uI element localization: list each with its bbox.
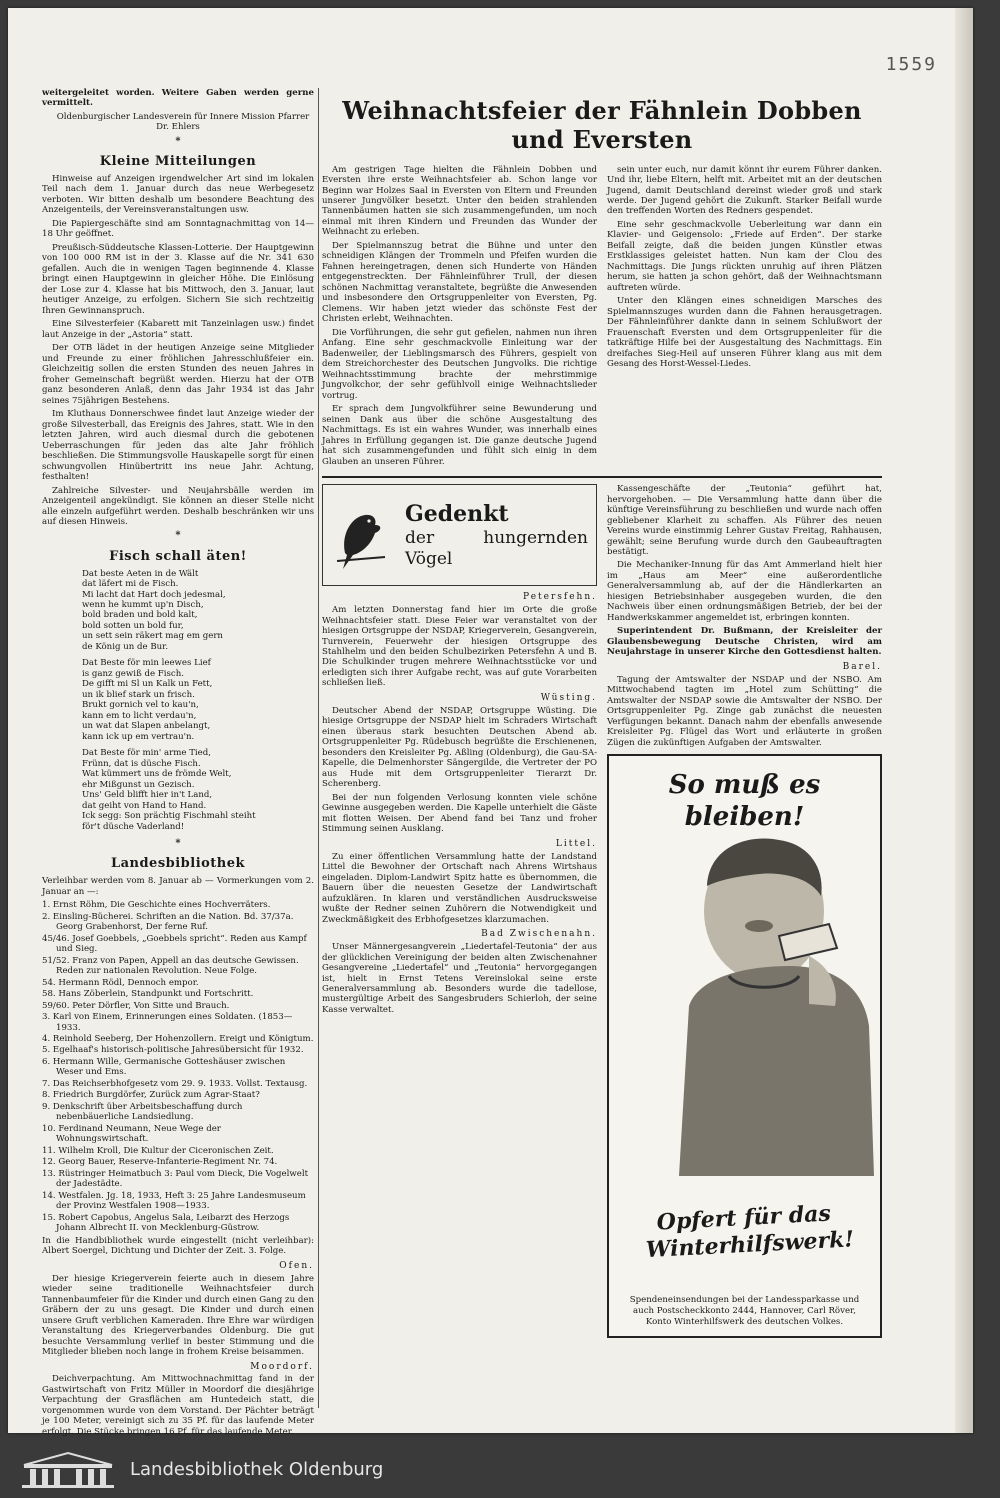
list-item: 51/52. Franz von Papen, Appell an das deutsche Gewissen. Reden zur nationalen Revolution. Neue Folge.	[42, 955, 299, 977]
article-paragraph: Die Vorführungen, die sehr gut gefielen, nahmen nun ihren Anfang. Eine sehr geschmackvolle Einleitung war der Badenweiler, der Lieblingsmarsch des Führers, gespielt von dem Streichorchester des Deutschen Jungvolks. Die richtige Weihnachtsstimmung brachte der mehrstimmige Jungvolkchor, der sehr gefühlvoll einige Weihnachtslieder vortrug.	[322, 327, 597, 401]
gedenkt-title: Gedenkt	[405, 500, 509, 527]
landesbibliothek-heading: Landesbibliothek	[110, 856, 246, 872]
poem-line: ehr Mißgunst un Gezisch.	[82, 779, 195, 790]
list-item: 13. Rüstringer Heimatbuch 3: Paul vom Dieck, Die Vogelwelt der Jadestädte.	[42, 1168, 309, 1190]
kleine-paragraph: Preußisch-Süddeutsche Klassen-Lotterie. Der Hauptgewinn von 100 000 RM ist in der 3. Klasse auf die Nr. 341 630 gefallen. Auch die in wenigen Tagen beginnende 4. Klasse bringt einen Hauptgewinn in gleicher Höhe. Die Einlösung der Lose zur 4. Klasse hat bis Mittwoch, den 3. Januar, laut heutiger Anzeige, zu erfolgen. Sichern Sie sich rechtzeitig Ihren Gewinnanspruch.	[42, 242, 314, 316]
intro-text: weitergeleitet worden. Weitere Gaben werden gerne vermittelt.	[42, 88, 314, 109]
ad-donation-info: Spendeneinsendungen bei der Landessparkasse und auch Postscheckkonto 2444, Hannover, Carl Röver, Konto Winterhilfswerk des deutschen Volkes.	[629, 1294, 860, 1328]
boy-eating-illustration	[659, 816, 879, 1176]
list-item: 58. Hans Zöberlein, Standpunkt und Fortschritt.	[42, 989, 254, 1000]
lower-section	[322, 484, 882, 1338]
petersfehn-article: Am letzten Donnerstag fand hier im Orte die große Weihnachtsfeier statt. Diese Feier war veranstaltet von der hiesigen Ortsgruppe der NSDAP, Kriegerverein, Gesangverein, Turnverein, Feuerwehr der hiesigen Ortsgruppe des Stahlhelm und den beiden Schulbezirken Petersfehn A und B. Die Schulkinder trugen mehrere Weihnachtsstücke vor und erledigten sich ihrer Aufgabe recht, was auf gute Vorarbeiten schließen ließ.	[322, 605, 597, 689]
poem-line: bold braden und bold kalt,	[82, 610, 198, 621]
kleine-paragraph: Die Papiergeschäfte sind am Sonntagnachmittag von 14—18 Uhr geöffnet.	[42, 218, 314, 240]
library-building-icon	[20, 1449, 116, 1489]
newspaper-page	[8, 8, 973, 1437]
moordorf-article: Deichverpachtung. Am Mittwochnachmittag fand in der Gastwirtschaft von Fritz Müller in Moordorf die diesjährige Verpachtung der Grasflächen am Huntedeich statt, die vorgenommen wurde von dem Vorstand. Der Pächter beträgt je 100 Meter, vereinigt sich zu 35 Pf. für das laufende Meter erfolgt. Die Stücke bringen 16 Pf. für das laufende Meter.	[42, 1374, 314, 1437]
poem-line: Dat Beste för min leewes Lief	[82, 658, 211, 669]
poem-line: bold sotten un bold fur,	[82, 620, 184, 631]
poem-line: för't düsche Vaderland!	[82, 821, 185, 832]
ofen-article: Der hiesige Kriegerverein feierte auch in diesem Jahre wieder seine traditionelle Weihnachtsfeier durch Tannenbaumfeier für die Kinder und durch einen Gang zu den Gräbern der zu uns gesagt. Die Kinder und durch einen unsere Gruft verblichen Kameraden. Ihre Ehre war würdigen Veranstaltung des Kriegerverbandes Oldenburg. Die gut besuchte Versammlung verlief in bester Stimmung und die Mitglieder blieben noch lange in frohem Kreise beisammen.	[42, 1273, 314, 1358]
ad-slogan: Opfert für das Winterhilfswerk!	[645, 1200, 855, 1263]
poem-line: un sett sein räkert mag em gern	[82, 631, 223, 642]
wuesting-article-2: Bei der nun folgenden Verlosung konnten viele schöne Gewinne ausgegeben werden. Die Kapelle unterhielt die Gäste mit flotten Weisen. Der Abend fand bei Tanz und froher Stimmung seinen Ausklang.	[322, 792, 597, 835]
poem-line: Frünn, dat is düsche Fisch.	[82, 758, 201, 769]
poem-line: is ganz gewiß de Fisch.	[82, 668, 184, 679]
poem	[82, 569, 314, 833]
poem-line: kann ick up em vertrau'n.	[82, 731, 195, 742]
kleine-paragraph: Eine Silvesterfeier (Kabarett mit Tanzeinlagen usw.) findet laut Anzeige in der „Astoria“ statt.	[42, 319, 314, 340]
poem-line: kann em to licht verdau'n,	[82, 710, 197, 721]
list-item: 2. Einsling-Bücherei. Schriften an die Nation. Bd. 37/37a. Georg Grabenhorst, Der ferne Ruf.	[42, 911, 294, 933]
poem-line: wenn he kummt up'n Disch,	[82, 599, 204, 610]
list-item: 11. Wilhelm Kroll, Die Kultur der Ciceronischen Zeit.	[42, 1145, 274, 1156]
main-area	[322, 88, 882, 1338]
littel-article: Zu einer öffentlichen Versammlung hatte der Landstand Littel die Bewohner der Ortschaft nach Ahrens Wirtshaus eingeladen. Diplom-Landwirt Spitz hatte es übernommen, die Bauern über die neuesten Gesetze der Landwirtschaft aufzuklären. In klaren und verständlichen Ausdrucksweise wußte der Redner seinen Zuhörern die Notwendigkeit und Zweckmäßigkeit des Erbhofgesetzes klarzumachen.	[322, 851, 597, 925]
separator-star: *	[175, 135, 181, 147]
place-heading: Littel.	[555, 838, 597, 849]
separator-star: *	[175, 530, 181, 542]
bib-intro: Verleihbar werden vom 8. Januar ab — Vormerkungen vom 2. Januar an —:	[42, 876, 314, 897]
place-heading: Barel.	[842, 661, 882, 672]
list-item: 4. Reinhold Seeberg, Der Hohenzollern. Ereigt und Königtum.	[42, 1033, 314, 1044]
article-paragraph: Eine sehr geschmackvolle Ueberleitung war dann ein Klavier- und Geigensolo: „Friede auf Erden“. Der starke Beifall zeigte, daß die beiden jungen Künstler etwas Erstklassiges geleistet hatten. Nun kam der Clou des Nachmittags. Die Jungs rückten unruhig auf ihren Plätzen herum, sie hatten ja schon gehört, daß der Weihnachtsmann auftreten würde.	[607, 219, 882, 293]
barel-article: Tagung der Amtswalter der NSDAP und der NSBO. Am Mittwochabend tagten im „Hotel zum Schütting“ die Amtswalter der NSDAP sowie die Amtswalter der NSBO. Der Ortsgruppenleiter Pg. Zinge gab zunächst die neuesten Verfügungen bekannt. Danach nahm der ebenfalls anwesende Kreisleiter Pg. Flügel das Wort und erläuterte in großen Zügen die zukünftigen Aufgaben der Amtswalter.	[607, 674, 882, 748]
column-divider	[318, 88, 319, 1408]
bird-icon	[331, 495, 391, 575]
superintendent-note: Superintendent Dr. Bußmann, der Kreisleiter der Glaubensbewegung Deutsche Christen, wird am Neujahrstage in unserer Kirche den Gottesdienst halten.	[607, 626, 882, 658]
list-item: 14. Westfalen. Jg. 18, 1933, Heft 3: 25 Jahre Landesmuseum der Provinz Westfalen 1908—1933.	[42, 1190, 306, 1212]
poem-line: Dat Beste för min' arme Tied,	[82, 748, 211, 759]
article-paragraph: Unter den Klängen eines schneidigen Marsches des Spielmannszuges wurden dann die Fahnen herausgetragen. Der Fähnleinführer dankte dann in seinem Schlußwort der Frauenschaft Eversten und dem Ortsgruppenleiter für die tatkräftige Hilfe bei der Ausgestaltung des Nachmittags. Ein dreifaches Sieg-Heil auf unseren Führer klang aus mit dem Gesang des Horst-Wessel-Liedes.	[607, 296, 882, 370]
list-item: 3. Karl von Einem, Erinnerungen eines Soldaten. (1853—1933.	[42, 1012, 293, 1033]
library-footer	[0, 1440, 1000, 1498]
library-name: Landesbibliothek Oldenburg	[130, 1458, 384, 1480]
bib-list	[42, 900, 314, 1234]
bib-outro: In die Handbibliothek wurde eingestellt (nicht verleihbar): Albert Soergel, Dichtung und Dichter der Zeit. 3. Folge.	[42, 1235, 314, 1257]
gedenkt-subtitle: der hungernden Vögel	[405, 527, 588, 569]
poem-line: Wat kümmert uns de frömde Welt,	[82, 769, 232, 780]
article-body	[322, 165, 882, 471]
list-item: 1. Ernst Röhm, Die Geschichte eines Hochverräters.	[42, 900, 271, 911]
poem-line: dat geiht von Hand to Hand.	[82, 800, 207, 811]
poem-line: Ick segg: Son prächtig Fischmahl steiht	[82, 811, 256, 822]
poem-title: Fisch schall äten!	[109, 548, 247, 564]
poem-line: dat läfert mi de Fisch.	[82, 579, 179, 590]
intro-signature: Oldenburgischer Landesverein für Innere Mission Pfarrer Dr. Ehlers	[56, 111, 310, 133]
poem-line: un ik blief stark un frisch.	[82, 689, 195, 700]
article-headline: Weihnachtsfeier der Fähnlein Dobben und Eversten	[342, 96, 862, 155]
list-item: 10. Ferdinand Neumann, Neue Wege der Wohnungswirtschaft.	[42, 1123, 221, 1145]
section-rule	[322, 476, 882, 478]
list-item: 15. Robert Capobus, Angelus Sala, Leibarzt des Herzogs Johann Albrecht II. von Mecklenburg-Güstrow.	[42, 1212, 290, 1234]
kleine-paragraph: Im Kluthaus Donnerschwee findet laut Anzeige wieder der große Silvesterball, das Ereignis des Jahres, statt. Wie in den letzten Jahren, wird auch diesmal durch die gebotenen Ueberraschungen für jeden das alte Jahr fröhlich beschließen. Die Stimmungsvolle Hauskapelle sorgt für einen schwungvollen Hinübertritt ins neue Jahr. Achtung, festhalten!	[42, 409, 314, 483]
list-item: 59/60. Peter Dörfler, Von Sitte und Brauch.	[42, 1000, 230, 1011]
ad-headline: So muß es bleiben!	[668, 770, 821, 832]
poem-line: Dat beste Aeten in de Wält	[82, 568, 199, 579]
place-heading: Moordorf.	[250, 1361, 314, 1372]
article-paragraph: Er sprach dem Jungvolkführer seine Bewunderung und seinen Dank aus über die schöne Ausgestaltung des Nachmittags. Es ist ein wahres Wunder, was innerhalb eines Jahres in Erfüllung gegangen ist. Die ganze deutsche Jugend hat sich zusammengefunden und fühlt sich einig in dem Glauben an unseren Führer.	[322, 404, 597, 467]
place-heading: Ofen.	[279, 1260, 314, 1271]
list-item: 45/46. Josef Goebbels, „Goebbels spricht“. Reden aus Kampf und Sieg.	[42, 933, 307, 955]
article-paragraph: sein unter euch, nur damit könnt ihr eurem Führer danken. Und ihr, liebe Eltern, helft mit. Arbeitet mit an der deutschen Jugend, damit Deutschland dereinst wieder groß und stark werde. Der Jugend gehört die Zukunft. Starker Beifall wurde den treffenden Worten des Redners gespendet.	[607, 164, 882, 217]
kleine-paragraph: Der OTB lädet in der heutigen Anzeige seine Mitglieder und Freunde zu einer fröhlichen Jahresschlußfeier ein. Gleichzeitig sollen die ersten Stunden des neuen Jahres in froher Gemeinschaft begrüßt werden. Hierzu hat der OTB ganz besonderen Anlaß, denn das Jahr 1934 ist das Jahr seines 75jährigen Bestehens.	[42, 343, 314, 406]
list-item: 54. Hermann Rödl, Dennoch empor.	[42, 977, 199, 988]
list-item: 12. Georg Bauer, Reserve-Infanterie-Regiment Nr. 74.	[42, 1157, 278, 1168]
list-item: 9. Denkschrift über Arbeitsbeschaffung durch nebenbäuerliche Landsiedlung.	[42, 1101, 243, 1123]
poem-line: De gifft mi Sl un Kalk un Fett,	[82, 679, 213, 690]
kassen-article: Kassengeschäfte der „Teutonia“ geführt hat, hervorgehoben. — Die Versammlung hatte dann über die künftige Vereinsführung zu beschließen und wurde nach offen gebliebener Klarheit zu schaffen. Als Führer des neuen Vereins wurde einstimmig Lehrer Gustav Freitag, Rahhausen, gewählt; seine Berufung wurde durch den Gaubeauftragten bestätigt.	[607, 484, 882, 557]
poem-line: de König un de Bur.	[82, 641, 169, 652]
list-item: 7. Das Reichserbhofgesetz vom 29. 9. 1933. Vollst. Textausg.	[42, 1078, 308, 1089]
gedenkt-box	[322, 484, 597, 586]
page-edge	[955, 8, 973, 1433]
kleine-paragraph: Hinweise auf Anzeigen irgendwelcher Art sind im lokalen Teil nach dem 1. Januar durch das neue Werbegesetz verboten. Wir bitten deshalb um besondere Beachtung des Anzeigenteils, der Vereinsveranstaltungen usw.	[42, 173, 314, 216]
poem-line: un wat dat Slapen anbelangt,	[82, 721, 211, 732]
kleine-mitteilungen-heading: Kleine Mitteilungen	[99, 154, 257, 170]
list-item: 6. Hermann Wille, Germanische Gotteshäuser zwischen Weser und Ems.	[42, 1056, 286, 1078]
poem-line: Brukt gornich vel to kau'n,	[82, 700, 199, 711]
left-column	[42, 88, 314, 1454]
list-item: 5. Egelhaaf's historisch-politische Jahresübersicht für 1932.	[42, 1045, 304, 1056]
poem-line: Mi lacht dat Hart doch jedesmal,	[82, 589, 226, 600]
place-heading: Petersfehn.	[523, 592, 597, 603]
article-paragraph: Der Spielmannszug betrat die Bühne und unter den schneidigen Klängen der Trommeln und Pfeifen wurden die Fahnen hereingetragen, denen sich Hunderte von Händen entgegenstreckten. Der Fähnleinführer Trull, der diesen schönen Nachmittag veranstaltete, begrüßte die Anwesenden und insbesondere den Ortsgruppenleiter von Eversten, Pg. Clemens. Wir haben jetzt wieder das schönste Fest der Christen erlebt, Weihnachten.	[322, 240, 597, 325]
separator-star: *	[175, 838, 181, 850]
zwischenahn-article: Unser Männergesangverein „Liedertafel-Teutonia“ der aus der glücklichen Vereinigung der beiden alten Zwischenahner Gesangvereine „Liedertafel“ und „Teutonia“ hervorgegangen ist, hielt in Ernst Tetens Vereinslokal seine erste Generalversammlung ab. Besonders wurde die tadellose, mustergültige Arbeit des Sangesbruders Schierloh, der seine Kasse verwaltet.	[322, 942, 597, 1015]
place-heading: Bad Zwischenahn.	[481, 929, 597, 940]
winterhilfswerk-ad	[607, 754, 882, 1338]
page-number: 1559	[885, 54, 937, 75]
kleine-paragraph: Zahlreiche Silvester- und Neujahrsbälle werden im Anzeigenteil angekündigt. Sie können an dieser Stelle nicht alle einzeln aufgeführt werden. Deshalb beschränken wir uns auf diesen Hinweis.	[42, 485, 314, 527]
wuesting-article: Deutscher Abend der NSDAP, Ortsgruppe Wüsting. Die hiesige Ortsgruppe der NSDAP hielt im Schraders Wirtschaft einen überaus stark besuchten Deutschen Abend ab. Ortsgruppenleiter Pg. Rüdebusch begrüßte die Erschienenen, besonders den Kreisleiter Pg. Aßling (Oldenburg), die Gau-SA-Kapelle, die Delmenhorster Sängergilde, die Vertreter der PO aus Hude mit dem Ortsgruppenleiter Tierarzt Dr. Scherenberg.	[322, 705, 597, 790]
place-heading: Wüsting.	[540, 692, 597, 703]
list-item: 8. Friedrich Burgdörfer, Zurück zum Agrar-Staat?	[42, 1090, 260, 1101]
mechaniker-article: Die Mechaniker-Innung für das Amt Ammerland hielt hier im „Haus am Meer“ eine außerordentliche Generalversammlung ab, auf der die Händlerkarten an hiesigen Betriebsinhaber ausgegeben wurden, die den Nachweis über einen ordnungsmäßigen Betrieb, der bei der Handwerkskammer angemeldet ist, erbringen konnten.	[607, 560, 882, 623]
article-paragraph: Am gestrigen Tage hielten die Fähnlein Dobben und Eversten ihre erste Weihnachtsfeier ab. Schon lange vor Beginn war Holzes Saal in Eversten von Eltern und Freunden unserer Jungvölker besetzt. Unter den beiden strahlenden Tannenbäumen hatten sie sich zusammengefunden, um noch einmal mit ihren Kindern und Freunden das Wunder der Weihnacht zu erleben.	[322, 164, 597, 238]
poem-line: Uns' Geld blifft hier in't Land,	[82, 790, 213, 801]
